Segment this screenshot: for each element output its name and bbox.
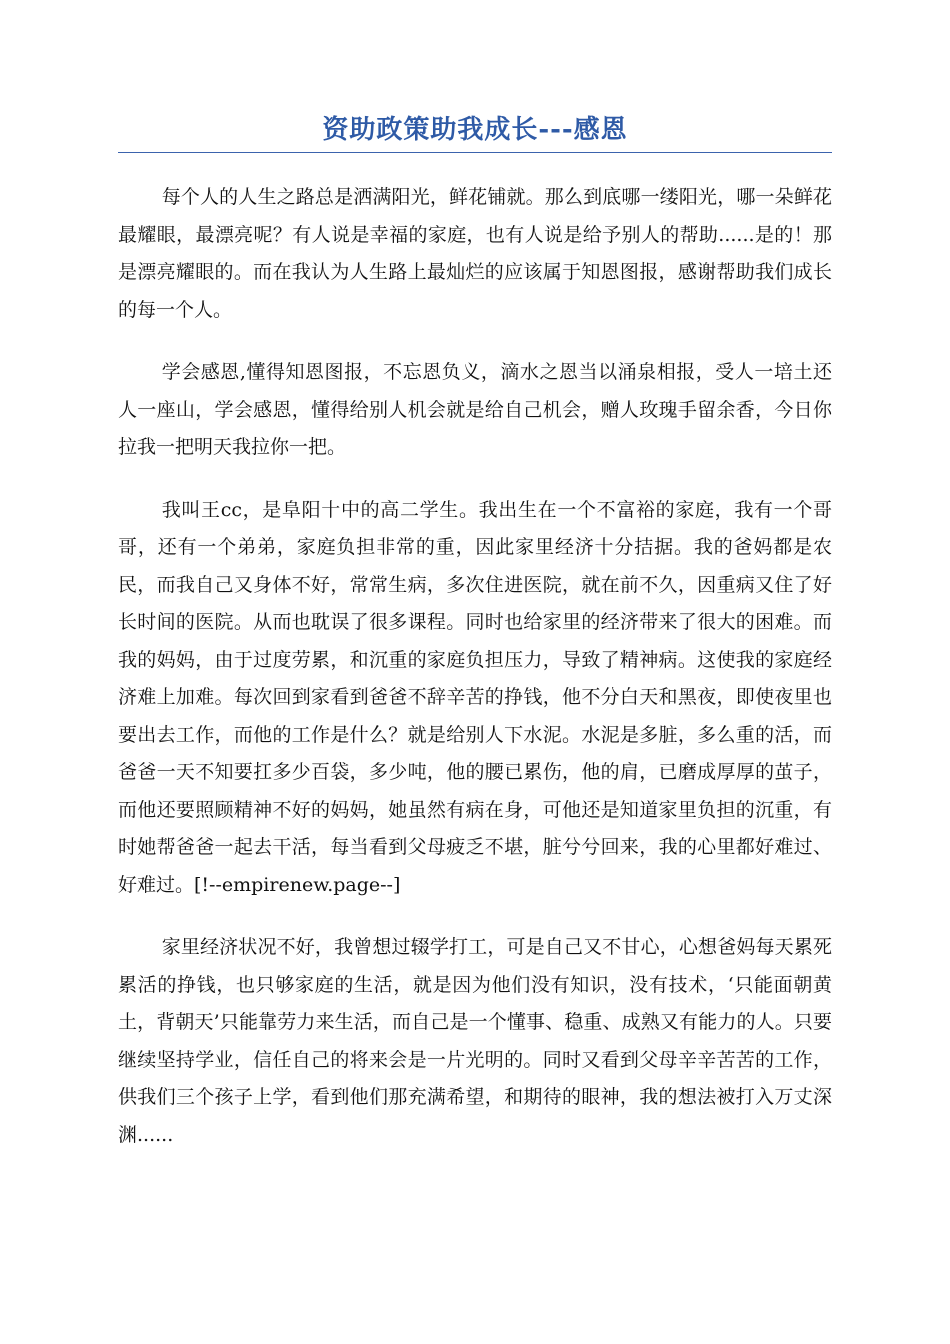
document-title: 资助政策助我成长---感恩 [322,115,628,145]
paragraph-4: 家里经济状况不好，我曾想过辍学打工，可是自己又不甘心，心想爸妈每天累死累活的挣钱，也只够家庭的生活，就是因为他们没有知识，没有技术，‘只能面朝黄土，背朝天’只能靠劳力来生活，而自己是一个懂事、稳重、成熟又有能力的人。只要继续坚持学业，信任自己的将来会是一片光明的。同时又看到父母辛辛苦苦的工作，供我们三个孩子上学，看到他们那充满希望，和期待的眼神，我的想法被打入万丈深渊...... [118,936,832,1146]
title-underline [118,152,832,153]
paragraph-3: 我叫王cc，是阜阳十中的高二学生。我出生在一个不富裕的家庭，我有一个哥哥，还有一个弟弟，家庭负担非常的重，因此家里经济十分拮据。我的爸妈都是农民，而我自己又身体不好，常常生病，多次住进医院，就在前不久，因重病又住了好长时间的医院。从而也耽误了很多课程。同时也给家里的经济带来了很大的困难。而我的妈妈，由于过度劳累，和沉重的家庭负担压力，导致了精神病。这使我的家庭经济难上加难。每次回到家看到爸爸不辞辛苦的挣钱，他不分白天和黑夜，即使夜里也要出去工作，而他的工作是什么？就是给别人下水泥。水泥是多脏，多么重的活，而爸爸一天不知要扛多少百袋，多少吨，他的腰已累伤，他的肩，已磨成厚厚的茧子，而他还要照顾精神不好的妈妈，她虽然有病在身，可他还是知道家里负担的沉重，有时她帮爸爸一起去干活，每当看到父母疲乏不堪，脏兮兮回来，我的心里都好难过、好难过。[!--empirenew.page--] [118,498,832,896]
paragraph-2: 学会感恩,懂得知恩图报，不忘恩负义，滴水之恩当以涌泉相报，受人一培土还人一座山，学会感恩，懂得给别人机会就是给自己机会，赠人玫瑰手留余香，今日你拉我一把明天我拉你一把。 [118,361,832,458]
paragraph-1: 每个人的人生之路总是洒满阳光，鲜花铺就。那么到底哪一缕阳光，哪一朵鲜花最耀眼，最漂亮呢？有人说是幸福的家庭，也有人说是给予别人的帮助......是的！那是漂亮耀眼的。而在我认为人生路上最灿烂的应该属于知恩图报，感谢帮助我们成长的每一个人。 [118,186,832,321]
